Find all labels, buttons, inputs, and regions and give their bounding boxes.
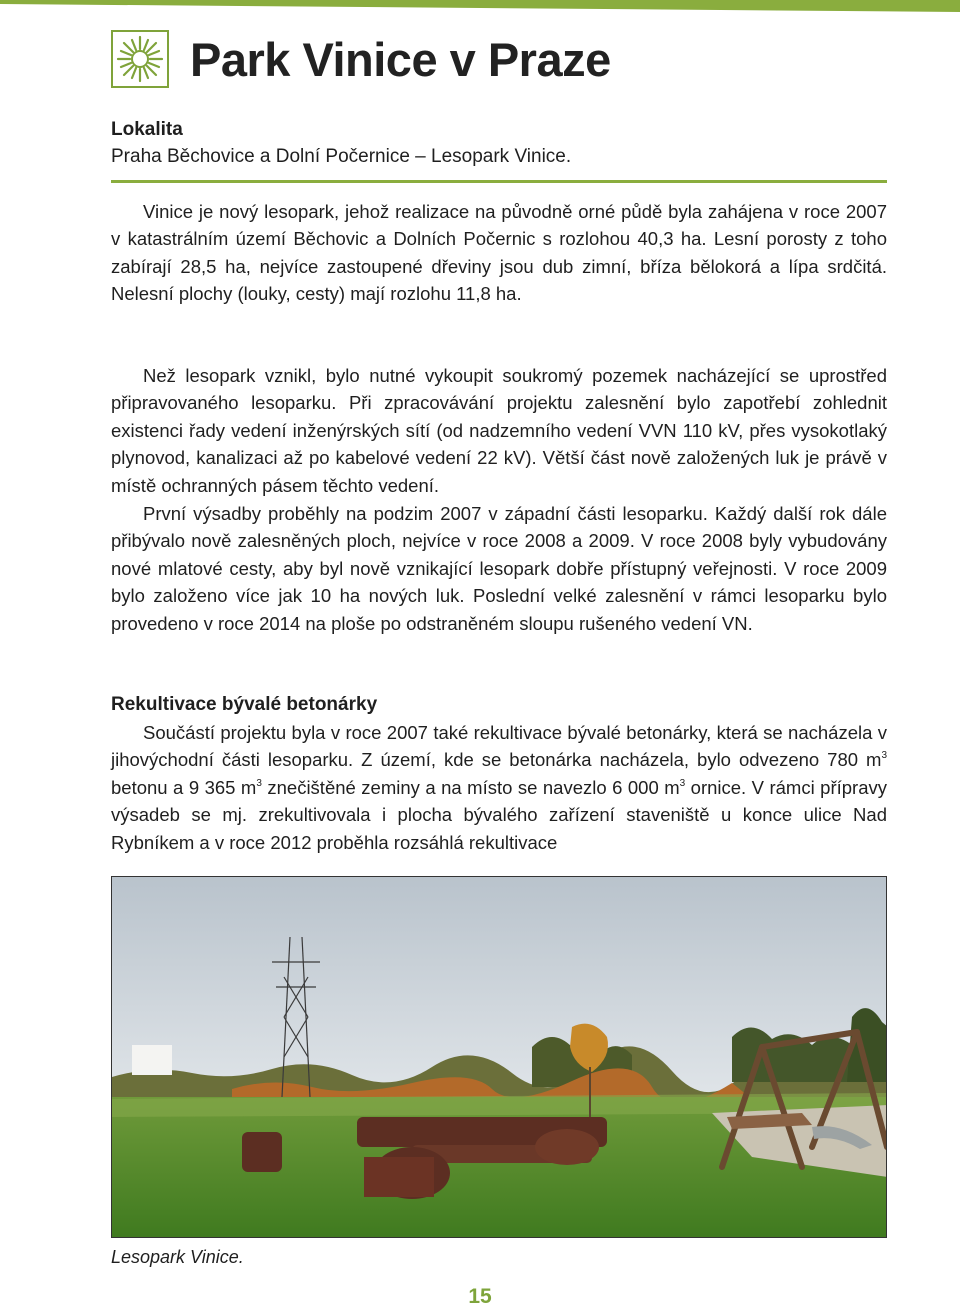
paragraph-history-text: Než lesopark vznikl, bylo nutné vykoupit soukromý pozemek nacházející se uprostřed připravovaného lesoparku. Při zpracovávání projektu zalesnění bylo zapotřebí zohlednit existenci řady vedení inženýrských sítí (od nadzemního vedení VVN 110 kV, přes vysokotlaký plynovod, kanalizaci až po kabelové vedení 22 kV). Větší část nově založených luk je právě v místě ochranných pásem těchto vedení.: [111, 365, 887, 496]
superscript-3: 3: [881, 750, 887, 762]
paragraph-intro-text: Vinice je nový lesopark, jehož realizace na původně orné půdě byla zahájena v roce 2007 v katastrálním území Běchovic a Dolních Počernic s rozlohou 40,3 ha. Lesní porosty z toho zabírají 28,5 ha, nejvíce zastoupené dřeviny jsou dub zimní, bříza bělokorá a lípa srdčitá. Nelesní plochy (louky, cesty) mají rozlohu 11,8 ha.: [111, 201, 887, 305]
superscript-3: 3: [256, 777, 262, 789]
photo-caption: Lesopark Vinice.: [111, 1247, 244, 1267]
sun-burst-icon: [113, 32, 167, 86]
page-number: 15: [468, 1285, 492, 1308]
divider-rule: [111, 180, 887, 183]
lokalita-heading: Lokalita: [111, 119, 183, 140]
top-decorative-band: [0, 0, 960, 12]
rekultivace-text-4: ornice. V rámci přípravy výsadeb se mj. zrekultivovala i plocha bývalého zařízení staveniště u konce ulice Nad Rybníkem a v roce 2012 proběhla rozsáhlá rekultivace: [111, 776, 887, 853]
logo: [111, 30, 169, 88]
park-photo: [111, 876, 887, 1238]
page-title: Park Vinice v Praze: [190, 33, 611, 86]
rekultivace-text-2: betonu a 9 365 m: [111, 776, 257, 798]
rekultivace-text-3: znečištěné zeminy a na místo se navezlo 6 000 m: [261, 776, 680, 798]
paragraph-rekultivace: [111, 719, 887, 856]
rekultivace-text-1: Součástí projektu byla v roce 2007 také rekultivace bývalé betonárky, která se nacházela v jihovýchodní části lesoparku. Z území, kde se betonárka nacházela, bylo odvezeno 780 m: [111, 722, 887, 771]
lokalita-text: Praha Běchovice a Dolní Počernice – Lesopark Vinice.: [111, 146, 572, 167]
section-heading-rekultivace: Rekultivace bývalé betonárky: [111, 694, 378, 715]
paragraph-history: [111, 362, 887, 499]
paragraph-plantings: [111, 500, 887, 637]
superscript-3: 3: [679, 777, 686, 789]
paragraph-intro: [111, 198, 887, 308]
paragraph-plantings-text: První výsadby proběhly na podzim 2007 v západní části lesoparku. Každý další rok dále přibývalo nově zalesněných ploch, nejvíce v roce 2008 a 2009. V roce 2008 byly vybudovány nové mlatové cesty, aby byl nově vznikající lesopark dobře přístupný veřejnosti. V roce 2009 bylo založeno více jak 10 ha nových luk. Poslední velké zalesnění v rámci lesoparku bylo provedeno v roce 2014 na ploše po odstraněném sloupu rušeného vedení VN.: [111, 503, 887, 634]
